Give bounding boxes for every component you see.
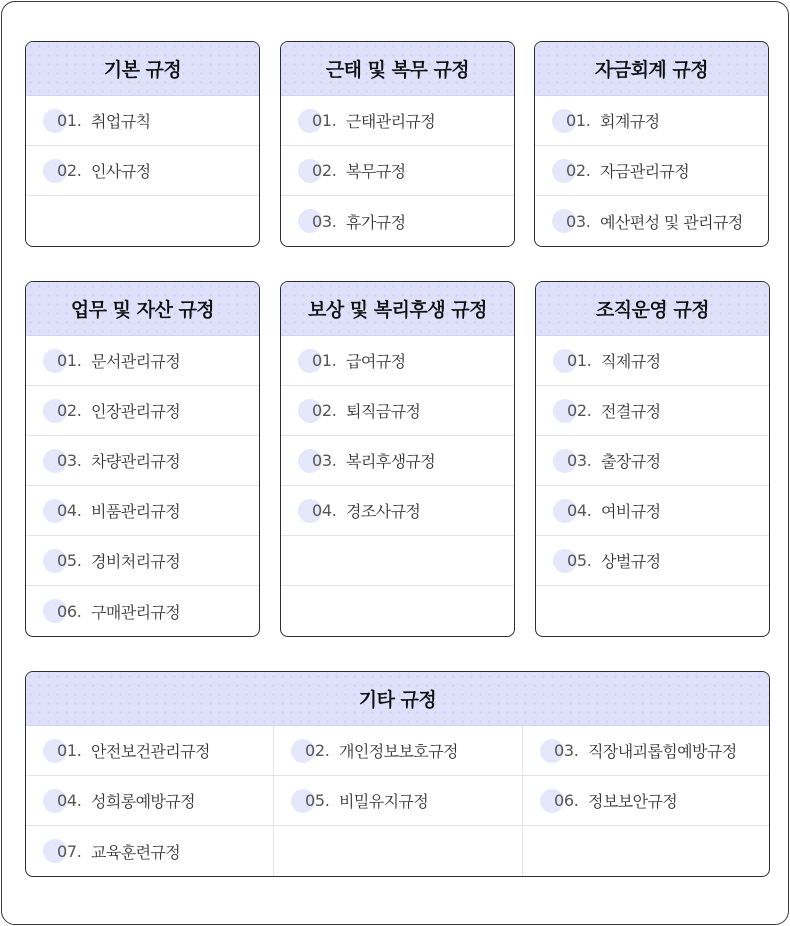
item-label: 차량관리규정 xyxy=(91,452,181,471)
section-header xyxy=(536,282,769,336)
item-number xyxy=(298,399,346,423)
list-item[interactable] xyxy=(26,386,259,436)
item-label: 회계규정 xyxy=(600,112,660,131)
item-label: 퇴직금규정 xyxy=(346,402,421,421)
item-number-text: 03. xyxy=(312,211,337,231)
item-label: 정보보안규정 xyxy=(588,792,678,811)
item-number xyxy=(43,839,91,863)
item-number-text: 02. xyxy=(312,401,337,420)
section-header xyxy=(26,42,259,96)
section-title: 보상 및 복리후생 규정 xyxy=(307,299,488,321)
item-number-text: 06. xyxy=(554,791,579,810)
item-label: 복무규정 xyxy=(346,162,406,181)
item-number-text: 02. xyxy=(566,161,591,180)
section-card-work-assets xyxy=(25,281,260,637)
empty-row xyxy=(281,536,514,586)
item-label: 비품관리규정 xyxy=(91,502,181,521)
item-label: 직장내괴롭힘예방규정 xyxy=(588,742,737,761)
item-label: 전결규정 xyxy=(601,402,661,421)
item-number-text: 03. xyxy=(566,211,591,231)
item-number-text: 01. xyxy=(312,111,337,130)
empty-row xyxy=(26,196,259,246)
item-number-text: 02. xyxy=(305,741,330,760)
item-number-text: 04. xyxy=(312,501,337,520)
item-number-text: 01. xyxy=(57,351,82,370)
item-label: 경비처리규정 xyxy=(91,552,181,571)
list-item[interactable] xyxy=(536,486,769,536)
item-label: 인사규정 xyxy=(91,162,151,181)
item-number-text: 01. xyxy=(566,111,591,130)
section-list xyxy=(535,96,768,246)
list-item[interactable] xyxy=(26,726,274,776)
empty-row xyxy=(536,586,769,636)
item-label: 급여규정 xyxy=(346,352,406,371)
section-list xyxy=(26,336,259,636)
item-number-text: 01. xyxy=(567,351,592,370)
list-item[interactable] xyxy=(281,146,514,196)
empty-cell xyxy=(274,826,523,876)
item-number xyxy=(298,109,346,133)
section-title: 기본 규정 xyxy=(103,59,182,81)
list-item[interactable] xyxy=(26,96,259,146)
list-item[interactable] xyxy=(535,196,768,246)
item-number-text: 03. xyxy=(554,741,579,760)
list-item[interactable] xyxy=(26,336,259,386)
section-header xyxy=(26,672,769,726)
item-label: 상벌규정 xyxy=(601,552,661,571)
item-number xyxy=(291,789,339,813)
item-number-text: 06. xyxy=(57,601,82,621)
item-label: 문서관리규정 xyxy=(91,352,181,371)
item-number-text: 07. xyxy=(57,841,82,861)
item-number xyxy=(43,349,91,373)
section-card-others xyxy=(25,671,770,877)
item-number xyxy=(43,499,91,523)
item-label: 구매관리규정 xyxy=(91,602,181,622)
item-number-text: 04. xyxy=(57,501,82,520)
item-number-text: 04. xyxy=(567,501,592,520)
item-number xyxy=(540,739,588,763)
section-title: 조직운영 규정 xyxy=(595,299,710,321)
item-number xyxy=(298,449,346,473)
list-item[interactable] xyxy=(281,436,514,486)
item-number xyxy=(553,499,601,523)
list-item[interactable] xyxy=(281,336,514,386)
list-item[interactable] xyxy=(523,726,770,776)
item-number xyxy=(298,209,346,233)
item-label: 성희롱예방규정 xyxy=(91,792,195,811)
item-number xyxy=(43,599,91,623)
list-item[interactable] xyxy=(535,96,768,146)
item-label: 근태관리규정 xyxy=(346,112,436,131)
list-item[interactable] xyxy=(536,386,769,436)
list-item[interactable] xyxy=(274,776,523,826)
list-item[interactable] xyxy=(26,776,274,826)
item-number xyxy=(43,789,91,813)
item-number-text: 03. xyxy=(312,451,337,470)
item-label: 복리후생규정 xyxy=(346,452,436,471)
item-number-text: 03. xyxy=(567,451,592,470)
section-grid xyxy=(26,726,769,876)
section-title: 기타 규정 xyxy=(358,689,437,711)
empty-row xyxy=(281,586,514,636)
item-label: 안전보건관리규정 xyxy=(91,742,210,761)
item-label: 여비규정 xyxy=(601,502,661,521)
list-item[interactable] xyxy=(26,436,259,486)
item-number xyxy=(553,399,601,423)
item-label: 취업규칙 xyxy=(91,112,151,131)
section-title: 근태 및 복무 규정 xyxy=(325,59,470,81)
item-number xyxy=(298,499,346,523)
section-list xyxy=(281,336,514,636)
empty-cell xyxy=(523,826,770,876)
list-item[interactable] xyxy=(536,536,769,586)
list-item[interactable] xyxy=(26,146,259,196)
item-label: 교육훈련규정 xyxy=(91,842,181,862)
section-card-finance xyxy=(534,41,769,247)
section-header xyxy=(281,282,514,336)
item-number-text: 01. xyxy=(57,741,82,760)
item-number xyxy=(43,399,91,423)
list-item[interactable] xyxy=(281,196,514,246)
section-card-basic xyxy=(25,41,260,247)
list-item[interactable] xyxy=(535,146,768,196)
item-number xyxy=(43,159,91,183)
list-item[interactable] xyxy=(536,336,769,386)
item-label: 직제규정 xyxy=(601,352,661,371)
section-card-attendance xyxy=(280,41,515,247)
item-number xyxy=(298,349,346,373)
item-label: 인장관리규정 xyxy=(91,402,181,421)
section-list xyxy=(536,336,769,636)
section-card-organization xyxy=(535,281,770,637)
list-item[interactable] xyxy=(281,486,514,536)
item-number-text: 04. xyxy=(57,791,82,810)
item-number xyxy=(43,109,91,133)
section-header xyxy=(281,42,514,96)
item-label: 개인정보보호규정 xyxy=(339,742,458,761)
item-label: 비밀유지규정 xyxy=(339,792,429,811)
item-number xyxy=(540,789,588,813)
list-item[interactable] xyxy=(523,776,770,826)
item-number-text: 02. xyxy=(567,401,592,420)
item-label: 자금관리규정 xyxy=(600,162,690,181)
item-number xyxy=(43,449,91,473)
list-item[interactable] xyxy=(274,726,523,776)
section-list xyxy=(26,96,259,246)
section-title: 업무 및 자산 규정 xyxy=(70,299,215,321)
item-number-text: 02. xyxy=(57,401,82,420)
item-number-text: 01. xyxy=(312,351,337,370)
item-number xyxy=(552,209,600,233)
list-item[interactable] xyxy=(26,586,259,636)
item-label: 출장규정 xyxy=(601,452,661,471)
item-number-text: 05. xyxy=(57,551,82,570)
item-number-text: 03. xyxy=(57,451,82,470)
item-number xyxy=(553,549,601,573)
item-number-text: 01. xyxy=(57,111,82,130)
item-number xyxy=(553,349,601,373)
item-label: 휴가규정 xyxy=(346,212,406,232)
section-header xyxy=(535,42,768,96)
item-number xyxy=(552,159,600,183)
section-list xyxy=(281,96,514,246)
item-number-text: 05. xyxy=(305,791,330,810)
item-number xyxy=(298,159,346,183)
item-label: 예산편성 및 관리규정 xyxy=(600,212,743,232)
item-number xyxy=(553,449,601,473)
list-item[interactable] xyxy=(26,486,259,536)
list-item[interactable] xyxy=(26,826,274,876)
list-item[interactable] xyxy=(281,386,514,436)
list-item[interactable] xyxy=(26,536,259,586)
item-number xyxy=(552,109,600,133)
section-header xyxy=(26,282,259,336)
section-card-compensation xyxy=(280,281,515,637)
item-number-text: 02. xyxy=(57,161,82,180)
list-item[interactable] xyxy=(281,96,514,146)
item-number xyxy=(43,549,91,573)
item-number-text: 02. xyxy=(312,161,337,180)
item-label: 경조사규정 xyxy=(346,502,421,521)
item-number xyxy=(43,739,91,763)
item-number xyxy=(291,739,339,763)
section-title: 자금회계 규정 xyxy=(594,59,709,81)
list-item[interactable] xyxy=(536,436,769,486)
item-number-text: 05. xyxy=(567,551,592,570)
